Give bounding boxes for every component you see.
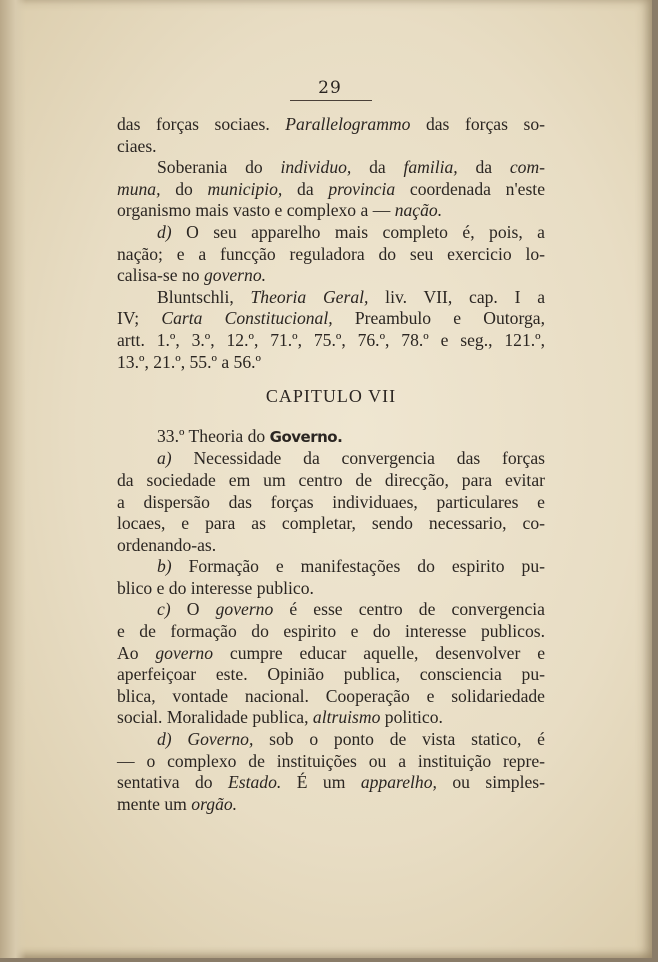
text-line: b) Formação e manifestações do espirito pu- — [157, 556, 545, 577]
text-line: locaes, e para as completar, sendo necessario, co- — [117, 513, 545, 534]
chapter-heading: CAPITULO VII — [265, 386, 397, 407]
page-gutter — [0, 0, 26, 958]
text-line: nação; e a funcção reguladora do seu exercicio lo- — [117, 243, 545, 264]
text-line: aperfeiçoar este. Opinião publica, consciencia pu- — [117, 664, 545, 685]
text-line: d) O seu apparelho mais completo é, pois, a — [157, 221, 545, 242]
text-line: da sociedade em um centro de direcção, para evitar — [117, 469, 545, 490]
text-line: social. Moralidade publica, altruismo politico. — [117, 707, 443, 728]
section-heading: 33.º Theoria do Governo. — [157, 425, 343, 446]
text-line: — o complexo de instituições ou a instituição repre- — [117, 750, 545, 771]
text-line: a) Necessidade da convergencia das forças — [157, 448, 545, 469]
text-line: muna, do municipio, da provincia coordenada n'este — [117, 178, 546, 199]
text-line: a dispersão das forças individuaes, particulares e — [117, 491, 545, 512]
text-line: ciaes. — [117, 135, 157, 156]
text-line: artt. 1.º, 3.º, 12.º, 71.º, 75.º, 76.º, 78.º e seg., 121.º, — [117, 329, 545, 350]
text-line: 13.º, 21.º, 55.º a 56.º — [117, 351, 261, 372]
text-line: mente um orgão. — [117, 793, 238, 814]
text-line: blica, vontade nacional. Cooperação e solidariedade — [117, 685, 545, 706]
text-line: das forças sociaes. Parallelogrammo das forças so- — [117, 114, 545, 134]
text-line: Bluntschli, Theoria Geral, liv. VII, cap. I a — [157, 286, 546, 307]
text-line: e de formação do espirito e do interesse publicos. — [117, 621, 545, 642]
text-line: Soberania do individuo, da familia, da com- — [157, 157, 546, 178]
text-line: sentativa do Estado. É um apparelho, ou simples- — [117, 772, 545, 793]
text-line: Ao governo cumpre educar aquelle, desenvolver e — [117, 642, 545, 663]
text-line: IV; Carta Constitucional, Preambulo e Outorga, — [117, 308, 546, 329]
page-body — [117, 114, 545, 815]
text-line: blico e do interesse publico. — [117, 577, 314, 598]
page-number: 29 — [318, 78, 342, 98]
text-line: d) Governo, sob o ponto de vista statico, é — [157, 729, 545, 750]
text-line: calisa-se no governo. — [117, 265, 267, 286]
text-line: ordenando-as. — [117, 534, 217, 555]
text-line: organismo mais vasto e complexo a — nação. — [117, 200, 443, 221]
header-rule — [290, 100, 372, 101]
text-line: c) O governo é esse centro de convergencia — [157, 599, 545, 620]
